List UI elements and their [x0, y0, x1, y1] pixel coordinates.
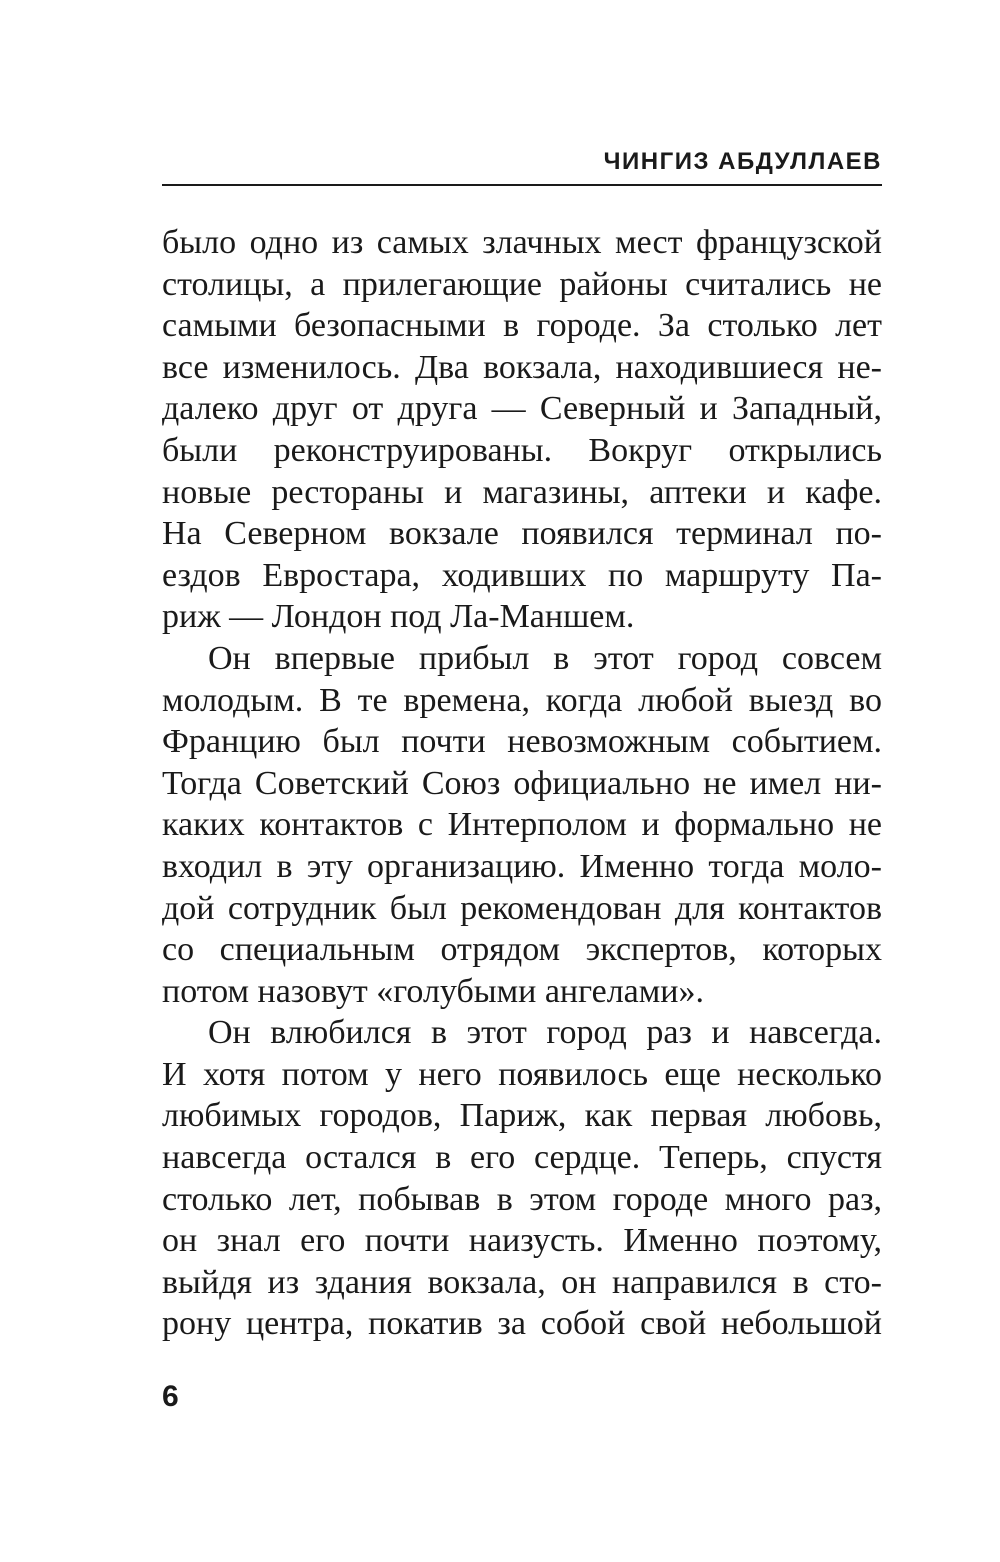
text-line: он знал его почти наизусть. Именно поэтому, — [162, 1222, 882, 1260]
text-line: ездов Евростара, ходивших по маршруту Па- — [162, 556, 882, 594]
text-line: Он влюбился в этот город раз и навсегда. — [208, 1014, 882, 1052]
text-line: И хотя потом у него появилось еще несколько — [162, 1055, 882, 1093]
page-number: 6 — [162, 1380, 179, 1413]
text-line: самыми безопасными в городе. За столько лет — [162, 307, 882, 345]
header-rule — [162, 184, 882, 186]
text-line: столько лет, побывав в этом городе много раз, — [162, 1180, 882, 1218]
text-line: дой сотрудник был рекомендован для контактов — [162, 889, 882, 927]
text-line: молодым. В те времена, когда любой выезд во — [162, 681, 882, 719]
text-line: со специальным отрядом экспертов, которых — [162, 931, 882, 969]
body-text — [162, 222, 882, 1345]
text-line: риж — Лондон под Ла-Маншем. — [162, 598, 635, 636]
text-line: все изменилось. Два вокзала, находившиеся не- — [162, 348, 882, 386]
text-line: входил в эту организацию. Именно тогда моло- — [162, 847, 882, 885]
paragraph-2 — [162, 638, 882, 1012]
running-head-author: ЧИНГИЗ АБДУЛЛАЕВ — [603, 148, 882, 175]
text-line: далеко друг от друга — Северный и Западный, — [162, 390, 882, 428]
paragraph-3 — [162, 1012, 882, 1345]
text-line: Тогда Советский Союз официально не имел ни- — [162, 764, 882, 802]
paragraph-1 — [162, 222, 882, 638]
text-line: потом назовут «голубыми ангелами». — [162, 972, 704, 1010]
text-line: навсегда остался в его сердце. Теперь, спустя — [162, 1139, 882, 1177]
text-line: На Северном вокзале появился терминал по- — [162, 515, 882, 553]
text-line: рону центра, покатив за собой свой небольшой — [162, 1305, 882, 1343]
text-line: было одно из самых злачных мест французской — [162, 224, 882, 261]
text-line: были реконструированы. Вокруг открылись — [162, 431, 882, 469]
text-line: любимых городов, Париж, как первая любовь, — [162, 1097, 882, 1135]
text-line: Он впервые прибыл в этот город совсем — [208, 639, 882, 677]
text-line: выйдя из здания вокзала, он направился в сто- — [162, 1263, 882, 1301]
text-line: Францию был почти невозможным событием. — [162, 723, 882, 761]
text-line: столицы, а прилегающие районы считались не — [162, 265, 882, 303]
text-line: каких контактов с Интерполом и формально не — [162, 806, 882, 844]
text-line: новые рестораны и магазины, аптеки и кафе. — [162, 473, 882, 511]
